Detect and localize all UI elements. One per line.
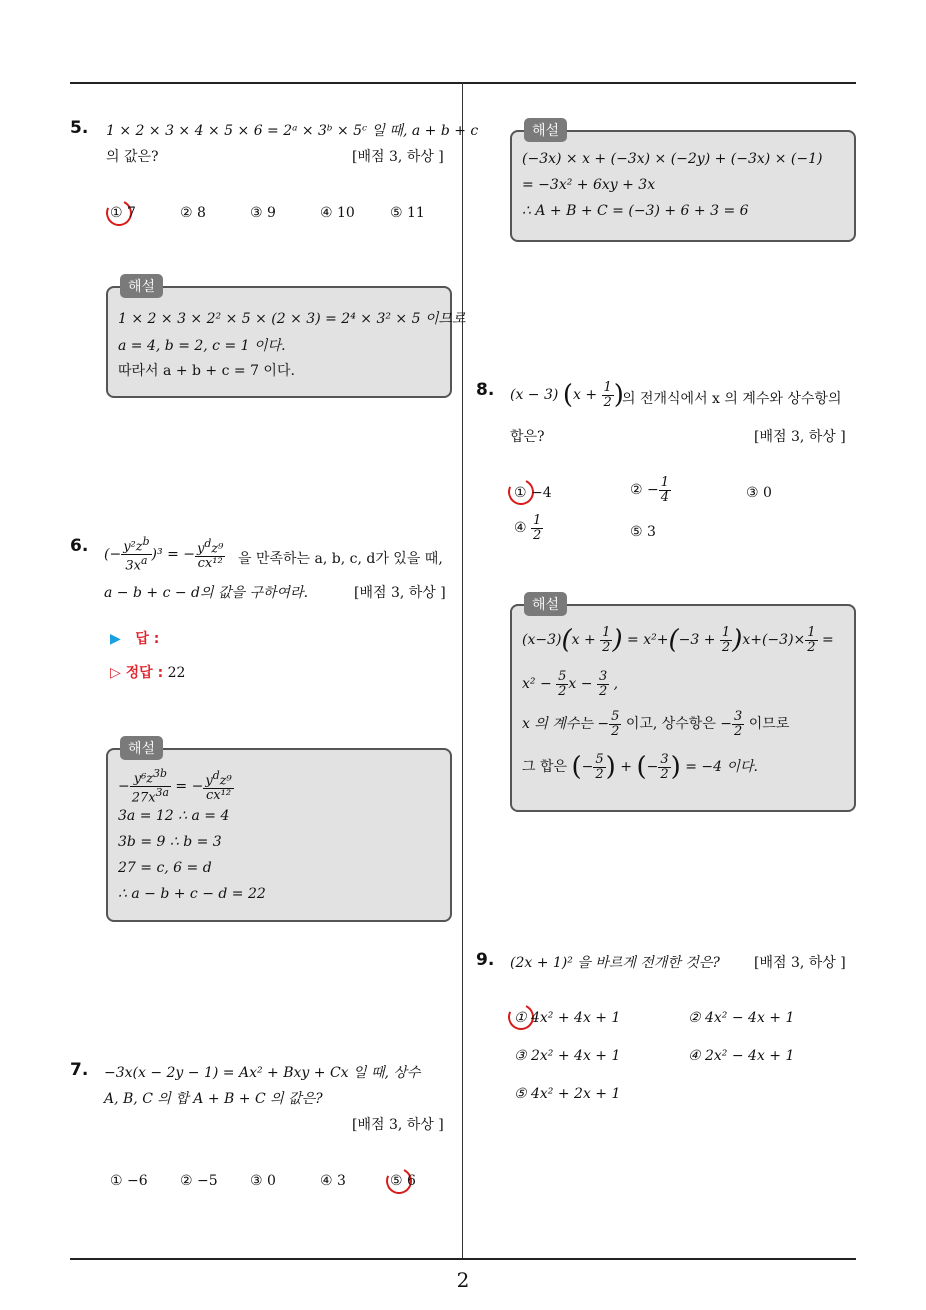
page-number: 2 bbox=[456, 1268, 470, 1292]
q7-solution-tag: 해설 bbox=[524, 118, 567, 142]
q8-choice-3[interactable]: ③ 0 bbox=[746, 485, 772, 501]
q6-solution-line-4: ∴ a − b + c − d = 22 bbox=[118, 886, 266, 902]
q7-choice-3[interactable]: ③ 0 bbox=[250, 1173, 276, 1189]
question-5-number: 5. bbox=[70, 118, 89, 138]
q8-solution-line-4-b: = −4 이다. bbox=[685, 759, 759, 775]
question-9-points: [배점 3, 하상 ] bbox=[754, 955, 846, 971]
q5-choice-4[interactable]: ④ 10 bbox=[320, 205, 355, 221]
question-6-text-2: a − b + c − d의 값을 구하여라. bbox=[104, 585, 309, 601]
correct-answer-value: 22 bbox=[167, 665, 186, 681]
question-8-number: 8. bbox=[476, 380, 495, 400]
q8-solution-line-1: (x−3)(x + $\frac{1}{2}$ ) = x²+(−3 + $\frac{1}{2}$ )x+(−3)× $\frac{1}{2}$ = bbox=[522, 624, 834, 655]
correct-answer-label: ▷ 정답 : bbox=[110, 665, 164, 681]
q7-choice-5[interactable]: ⑤ 6 bbox=[390, 1173, 416, 1189]
q8-choice-2[interactable]: ② − $\frac{1}{4}$ bbox=[630, 475, 670, 505]
question-8-text-2: 합은? bbox=[510, 429, 545, 445]
q6-solution-tag: 해설 bbox=[120, 736, 163, 760]
q8-choice-1[interactable]: ① −4 bbox=[514, 485, 552, 501]
q9-choice-1[interactable]: ① 4x² + 4x + 1 bbox=[514, 1010, 621, 1026]
play-icon: ▶ bbox=[110, 631, 121, 647]
q8-solution-line-2: x² − $\frac{5}{2}$ x − $\frac{3}{2}$ , bbox=[522, 669, 619, 699]
question-6-points: [배점 3, 하상 ] bbox=[354, 585, 446, 601]
q8-solution-line-3-c: 이므로 bbox=[748, 716, 790, 733]
q8-solution-line-4-a: 그 합은 bbox=[522, 759, 568, 775]
q8-solution-tag: 해설 bbox=[524, 592, 567, 616]
q6-solution-line-3: 27 = c, 6 = d bbox=[118, 860, 212, 876]
q9-choice-5[interactable]: ⑤ 4x² + 2x + 1 bbox=[514, 1086, 621, 1102]
question-7-text-2: A, B, C 의 합 A + B + C 의 값은? bbox=[104, 1091, 323, 1107]
q8-solution-line-4: 그 합은 (− $\frac{5}{2}$ ) + (− $\frac{3}{2}$ ) = −4 이다. bbox=[522, 751, 759, 782]
q8-choice-2-label: ② − bbox=[630, 482, 659, 499]
q5-solution-line-2: a = 4, b = 2, c = 1 이다. bbox=[118, 338, 286, 354]
question-8-text: 의 전개식에서 x 의 계수와 상수항의 bbox=[622, 391, 842, 407]
q8-solution-line-3-a: x 의 계수는 − bbox=[522, 716, 610, 733]
q5-choice-3[interactable]: ③ 9 bbox=[250, 205, 276, 221]
q5-solution-line-3: 따라서 a + b + c = 7 이다. bbox=[118, 363, 295, 379]
question-9-text: (2x + 1)² 을 바르게 전개한 것은? bbox=[510, 955, 720, 971]
question-7-number: 7. bbox=[70, 1060, 89, 1080]
q9-choice-3[interactable]: ③ 2x² + 4x + 1 bbox=[514, 1048, 621, 1064]
q5-choice-5[interactable]: ⑤ 11 bbox=[390, 205, 425, 221]
question-5-text: 1 × 2 × 3 × 4 × 5 × 6 = 2ᵃ × 3ᵇ × 5ᶜ 일 때, a + b + c bbox=[106, 123, 479, 139]
question-8-points: [배점 3, 하상 ] bbox=[754, 429, 846, 445]
q5-choice-1[interactable]: ① 7 bbox=[110, 205, 136, 221]
top-rule bbox=[70, 82, 856, 84]
q9-choice-2[interactable]: ② 4x² − 4x + 1 bbox=[688, 1010, 795, 1026]
q8-choice-4[interactable]: ④ $\frac{1}{2}$ bbox=[514, 513, 542, 543]
q7-solution-line-1: (−3x) × x + (−3x) × (−2y) + (−3x) × (−1) bbox=[522, 151, 823, 167]
answer-label: ▶ 답 : bbox=[110, 631, 160, 647]
question-7-text: −3x(x − 2y − 1) = Ax² + Bxy + Cx 일 때, 상수 bbox=[104, 1065, 421, 1081]
q8-choice-4-label: ④ bbox=[514, 520, 527, 537]
question-7-points: [배점 3, 하상 ] bbox=[352, 1117, 444, 1133]
question-6-number: 6. bbox=[70, 536, 89, 556]
q6-solution-line-2: 3b = 9 ∴ b = 3 bbox=[118, 834, 222, 850]
q6-solution-line-1: 3a = 12 ∴ a = 4 bbox=[118, 808, 230, 824]
question-5-points: [배점 3, 하상 ] bbox=[352, 149, 444, 165]
q5-solution-line-1: 1 × 2 × 3 × 2² × 5 × (2 × 3) = 2⁴ × 3² × 5 이므로 bbox=[118, 311, 466, 327]
question-6-text: 을 만족하는 a, b, c, d가 있을 때, bbox=[238, 551, 443, 567]
question-5-text-2: 의 값은? bbox=[106, 149, 159, 165]
bottom-rule bbox=[70, 1258, 856, 1260]
column-divider bbox=[462, 82, 463, 1259]
question-9-number: 9. bbox=[476, 950, 495, 970]
q8-choice-5[interactable]: ⑤ 3 bbox=[630, 524, 656, 540]
question-8-equation: (x − 3) (x + $\frac{1}{2}$ ) bbox=[510, 379, 624, 410]
question-6-equation: (− $\frac{y^2z^b}{3x^a}$ )³ = − $\frac{y^dz^9}{\text{cx¹²}}$ bbox=[104, 535, 224, 574]
q7-choice-4[interactable]: ④ 3 bbox=[320, 1173, 346, 1189]
q7-solution-line-2: = −3x² + 6xy + 3x bbox=[522, 177, 656, 193]
q7-solution-line-3: ∴ A + B + C = (−3) + 6 + 3 = 6 bbox=[522, 203, 749, 219]
q6-solution-line-0: − $\frac{y^6z^{3b}}{27x^{3a}}$ = − $\frac{y^dz^9}{\text{cx¹²}}$ bbox=[118, 767, 232, 806]
q8-solution-line-3-b: 이고, 상수항은 − bbox=[625, 716, 733, 733]
q5-choice-2[interactable]: ② 8 bbox=[180, 205, 206, 221]
correct-answer-row bbox=[110, 662, 185, 682]
q7-choice-1[interactable]: ① −6 bbox=[110, 1173, 148, 1189]
q9-choice-4[interactable]: ④ 2x² − 4x + 1 bbox=[688, 1048, 795, 1064]
q7-choice-2[interactable]: ② −5 bbox=[180, 1173, 218, 1189]
q8-solution-line-3: x 의 계수는 − $\frac{5}{2}$ 이고, 상수항은 − $\frac{3}{2}$ 이므로 bbox=[522, 709, 790, 739]
q5-solution-tag: 해설 bbox=[120, 274, 163, 298]
